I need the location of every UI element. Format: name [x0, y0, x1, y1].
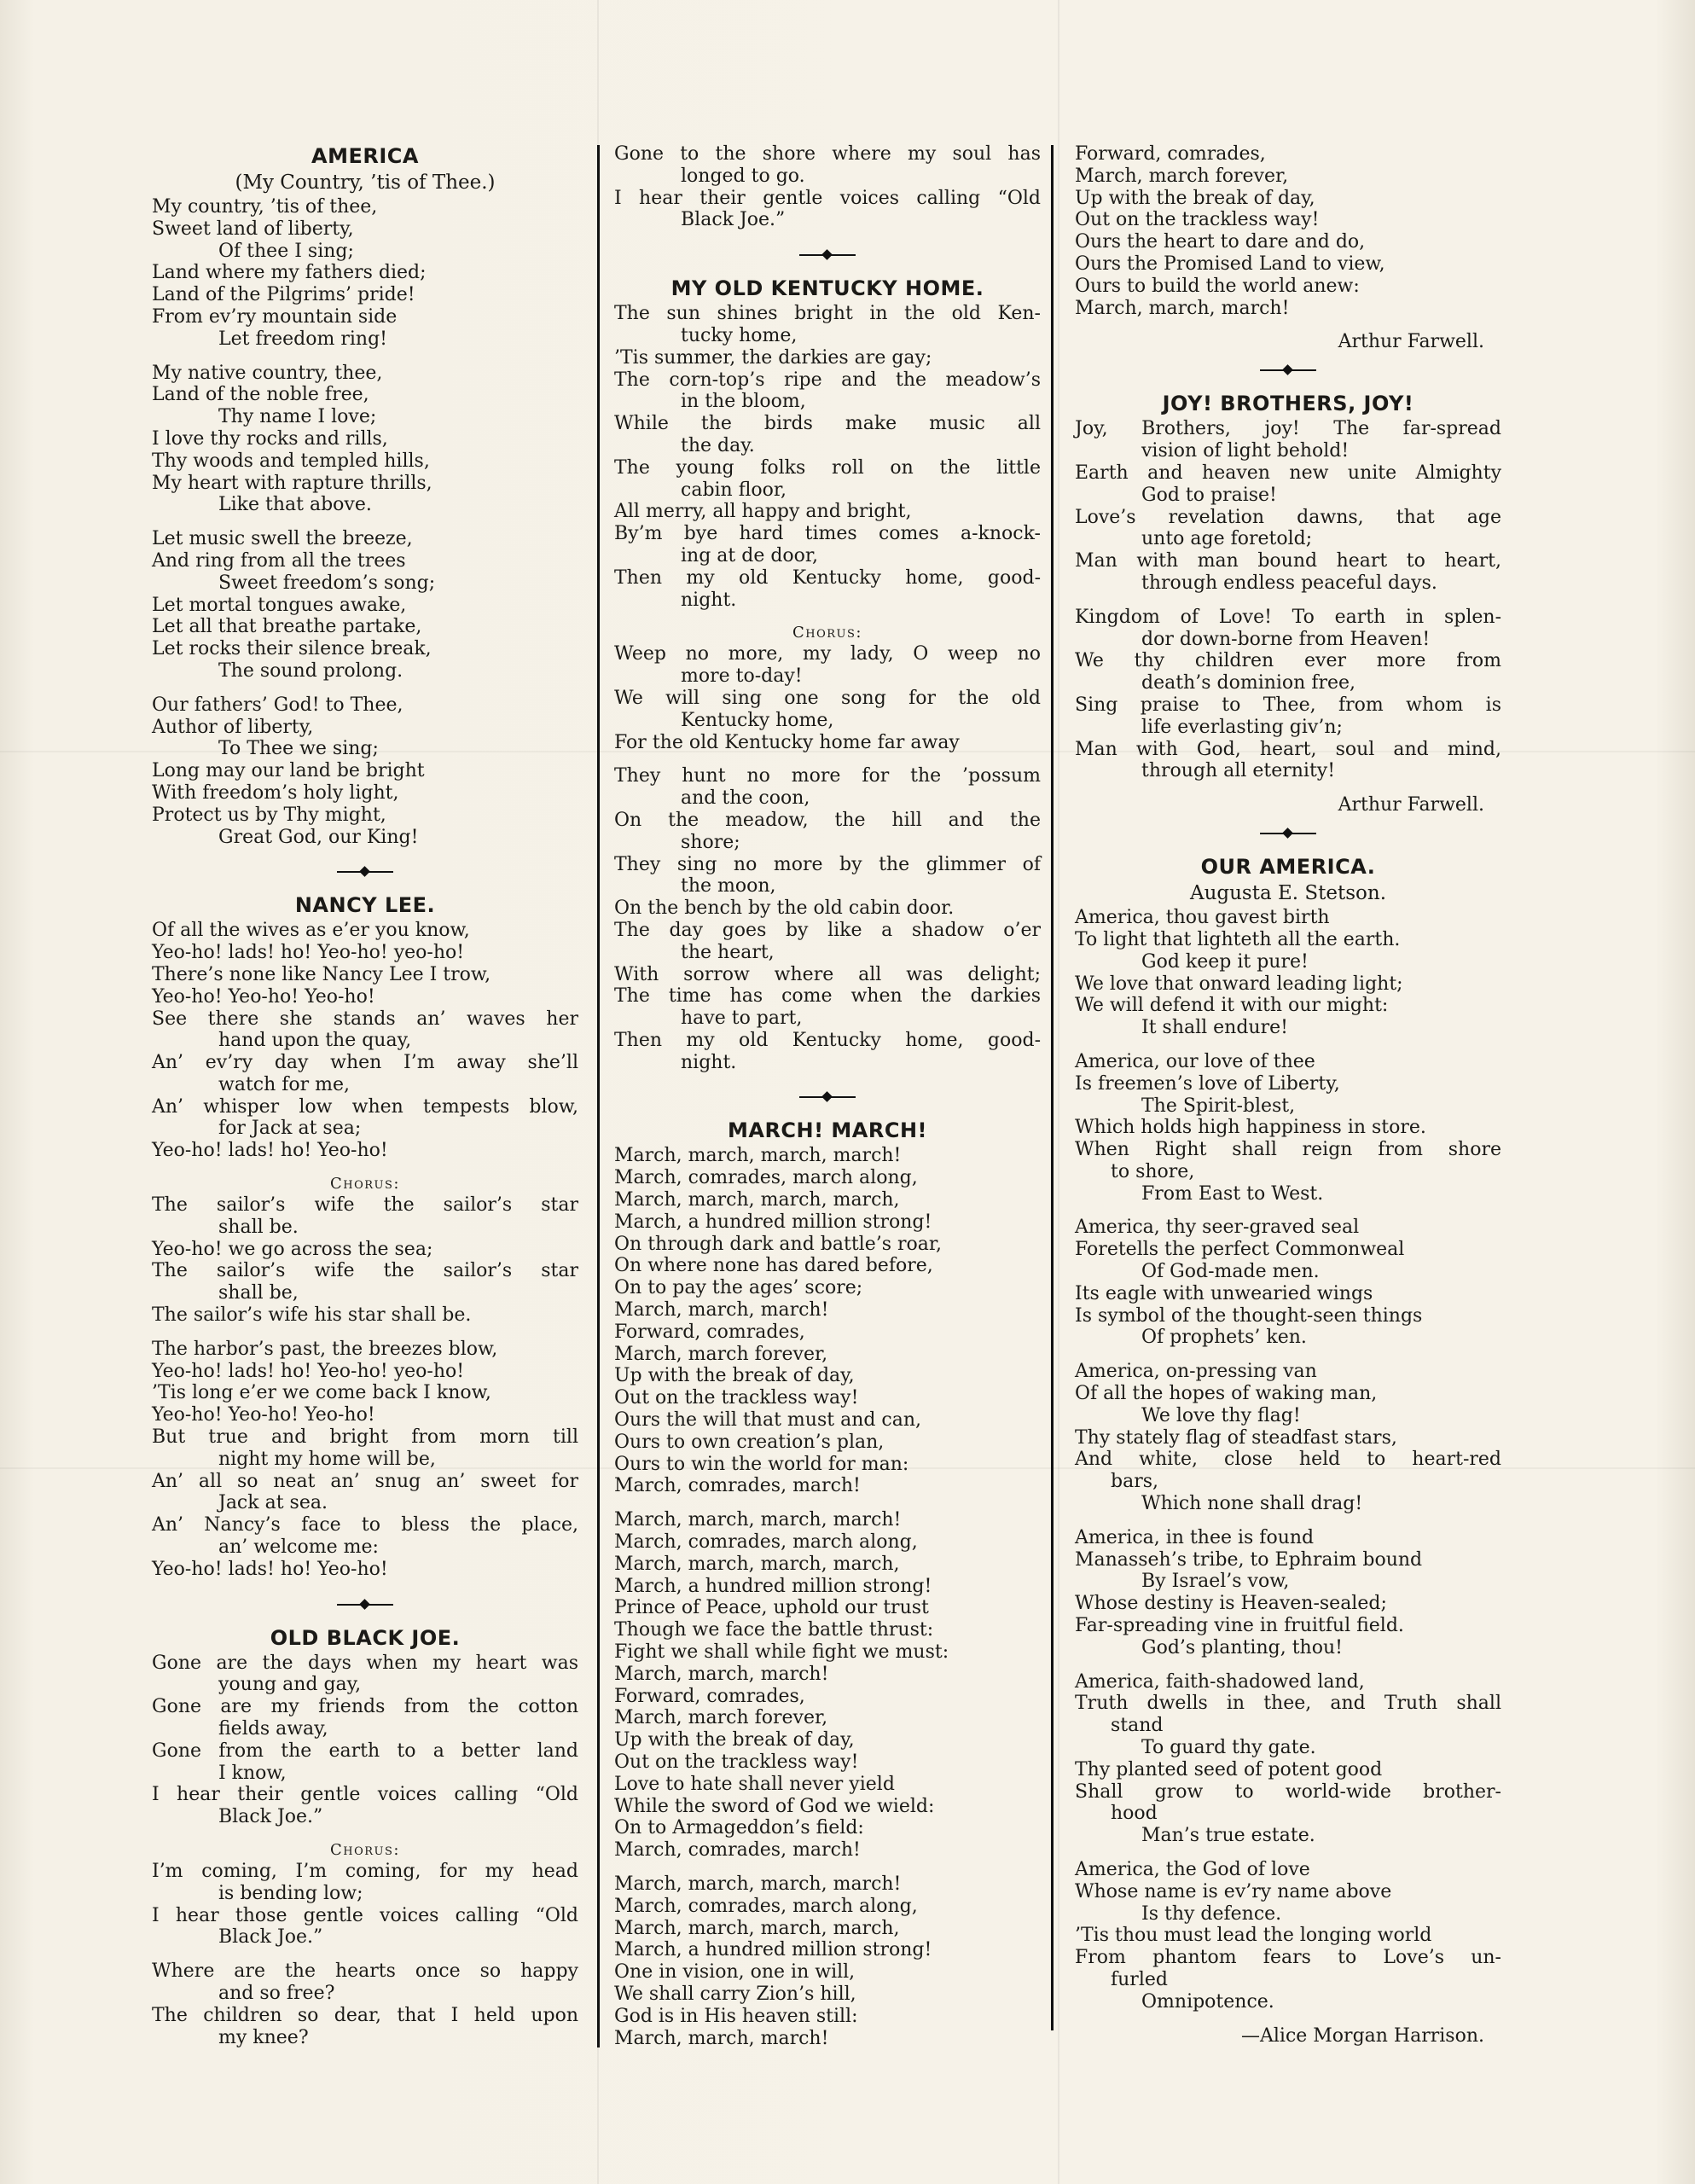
verse-line: The day goes by like a shadow o’er: [614, 919, 1041, 941]
verse-line: Long may our land be bright: [152, 760, 425, 782]
verse-line: On where none has dared before,: [614, 1255, 933, 1277]
verse-line: The harbor’s past, the breezes blow,: [152, 1338, 498, 1360]
verse-line: life everlasting giv’n;: [1141, 716, 1343, 738]
verse-line: Forward, comrades,: [614, 1685, 805, 1707]
verse-line: ’Tis long e’er we come back I know,: [152, 1382, 491, 1404]
verse-line: Love’s revelation dawns, that age: [1075, 506, 1501, 528]
stanza: [614, 1509, 1041, 1862]
verse-line: With freedom’s holy light,: [152, 781, 399, 804]
verse-line: From ev’ry mountain side: [152, 305, 398, 328]
verse-line: ing at de door,: [681, 544, 818, 566]
verse-line: the heart,: [681, 941, 775, 963]
verse-line: We will sing one song for the old: [614, 687, 1041, 709]
verse-line: March, march, march, march!: [614, 1509, 902, 1531]
verse-line: Black Joe.”: [218, 1926, 323, 1949]
verse-line: Manasseh’s tribe, to Ephraim bound: [1075, 1548, 1423, 1571]
verse-line: shore;: [681, 831, 740, 853]
verse-line: The time has come when the darkies: [614, 985, 1041, 1008]
verse-line: The sailor’s wife his star shall be.: [152, 1304, 472, 1327]
verse-line: Let rocks their silence break,: [152, 638, 432, 660]
verse-line: With sorrow where all was delight;: [614, 963, 1041, 985]
verse-line: Thy woods and templed hills,: [152, 450, 430, 472]
verse-line: March, march forever,: [1075, 165, 1289, 187]
verse-line: See there she stands an’ waves her: [152, 1008, 578, 1030]
verse-line: Kentucky home,: [681, 709, 834, 731]
verse-line: have to part,: [681, 1008, 803, 1030]
verse-line: Gone to the shore where my soul has: [614, 143, 1041, 165]
verse-line: longed to go.: [681, 165, 805, 187]
stanza: [1075, 1361, 1501, 1515]
verse-line: Let all that breathe partake,: [152, 616, 422, 638]
verse-line: Is thy defence.: [1141, 1902, 1282, 1925]
verse-line: and the coon,: [681, 787, 810, 810]
verse-line: Thy stately flag of steadfast stars,: [1075, 1426, 1397, 1449]
verse-line: Joy, Brothers, joy! The far-spread: [1075, 418, 1501, 440]
verse-line: Great God, our King!: [218, 826, 419, 848]
verse-line: through endless peaceful days.: [1141, 572, 1437, 594]
verse-line: March, march, march!: [614, 2027, 829, 2049]
verse-line: Yeo-ho! Yeo-ho! Yeo-ho!: [152, 1404, 375, 1426]
verse-line: the moon,: [681, 875, 776, 897]
verse-line: An’ Nancy’s face to bless the place,: [152, 1514, 578, 1536]
verse-line: I hear their gentle voices calling “Old: [152, 1784, 578, 1806]
verse-line: Kingdom of Love! To earth in splen-: [1075, 606, 1501, 628]
chorus-label: Chorus:: [792, 624, 862, 642]
verse-line: Author of liberty,: [152, 716, 314, 738]
verse-line: I hear their gentle voices calling “Old: [614, 187, 1041, 209]
verse-line: The sailor’s wife the sailor’s star: [152, 1194, 578, 1217]
verse-line: Whose destiny is Heaven-sealed;: [1075, 1593, 1387, 1615]
verse-line: By Israel’s vow,: [1141, 1571, 1290, 1593]
verse-line: On to Armageddon’s field:: [614, 1817, 864, 1839]
verse-line: America, thy seer-graved seal: [1075, 1217, 1360, 1239]
verse-line: March, march, march, march,: [614, 1189, 900, 1211]
verse-line: March, march forever,: [614, 1343, 828, 1365]
verse-line: hand upon the quay,: [218, 1030, 412, 1052]
verse-line: The sailor’s wife the sailor’s star: [152, 1260, 578, 1282]
verse-line: We love thy flag!: [1141, 1404, 1301, 1426]
verse-line: Our fathers’ God! to Thee,: [152, 694, 403, 716]
verse-line: My heart with rapture thrills,: [152, 472, 432, 494]
verse-line: stand: [1111, 1715, 1164, 1737]
verse-line: Yeo-ho! lads! ho! Yeo-ho! yeo-ho!: [152, 1360, 465, 1382]
stanza: [614, 1873, 1041, 2049]
verse-line: On the bench by the old cabin door.: [614, 897, 955, 920]
verse-line: March, comrades, march along,: [614, 1531, 918, 1554]
verse-line: Black Joe.”: [218, 1806, 323, 1828]
section-ornament: [152, 1593, 578, 1617]
verse-line: My native country, thee,: [152, 362, 383, 384]
verse-line: Shall grow to world-wide brother-: [1075, 1780, 1501, 1803]
stanza: [152, 920, 578, 1162]
verse-line: God is in His heaven still:: [614, 2005, 858, 2027]
stanza: [152, 694, 578, 849]
verse-line: night.: [681, 589, 737, 611]
song-title: NANCY LEE.: [294, 893, 436, 918]
stanza: [1075, 143, 1501, 319]
verse-line: When Right shall reign from shore: [1075, 1139, 1501, 1161]
verse-line: Is symbol of the thought-seen things: [1075, 1304, 1423, 1327]
verse-line: Yeo-ho! we go across the sea;: [152, 1238, 433, 1260]
verse-line: They sing no more by the glimmer of: [614, 853, 1041, 875]
verse-line: Protect us by Thy might,: [152, 804, 386, 826]
stanza: [614, 303, 1041, 611]
verse-line: Yeo-ho! Yeo-ho! Yeo-ho!: [152, 985, 375, 1008]
verse-line: my knee?: [218, 2026, 309, 2048]
verse-line: To light that lighteth all the earth.: [1075, 928, 1401, 950]
verse-line: March, march, march, march!: [614, 1145, 902, 1167]
stanza: [1075, 907, 1501, 1039]
verse-line: We shall carry Zion’s hill,: [614, 1983, 856, 2005]
verse-line: One in vision, one in will,: [614, 1961, 856, 1984]
section-ornament: [152, 860, 578, 884]
stanza: [1075, 1859, 1501, 2013]
verse-line: On through dark and battle’s roar,: [614, 1233, 942, 1255]
verse-line: On the meadow, the hill and the: [614, 809, 1041, 831]
verse-line: Ours the will that must and can,: [614, 1409, 922, 1432]
verse-line: They hunt no more for the ’possum: [614, 765, 1041, 787]
song-author: —Alice Morgan Harrison.: [1240, 2024, 1484, 2047]
verse-line: I’m coming, I’m coming, for my head: [152, 1861, 578, 1882]
verse-line: By’m bye hard times comes a-knock-: [614, 523, 1041, 545]
verse-line: Land where my fathers died;: [152, 262, 427, 284]
stanza: [614, 643, 1041, 753]
verse-line: fields away,: [218, 1718, 328, 1740]
verse-line: Omnipotence.: [1141, 1990, 1274, 2013]
verse-line: March, march, march!: [614, 1663, 829, 1685]
verse-line: to shore,: [1111, 1160, 1195, 1182]
song-title: OUR AMERICA.: [1200, 855, 1376, 880]
verse-line: Out on the trackless way!: [614, 1751, 859, 1773]
verse-line: through all eternity!: [1141, 760, 1336, 782]
verse-line: God’s planting, thou!: [1141, 1636, 1343, 1658]
verse-line: Whose name is ev’ry name above: [1075, 1880, 1392, 1902]
verse-line: shall be,: [218, 1282, 299, 1304]
verse-line: Of all the hopes of waking man,: [1075, 1383, 1378, 1405]
verse-line: Far-spreading vine in fruitful field.: [1075, 1615, 1404, 1637]
verse-line: Up with the break of day,: [614, 1729, 855, 1751]
song-title: JOY! BROTHERS, JOY!: [1162, 392, 1414, 416]
stanza: [1075, 1527, 1501, 1659]
verse-line: Its eagle with unwearied wings: [1075, 1282, 1373, 1304]
song-author: Arthur Farwell.: [1338, 331, 1484, 353]
chorus-label: Chorus:: [330, 1841, 400, 1859]
verse-line: While the birds make music all: [614, 413, 1041, 435]
verse-line: From phantom fears to Love’s un-: [1075, 1947, 1501, 1969]
stanza: [614, 143, 1041, 231]
verse-line: From East to West.: [1141, 1182, 1324, 1205]
verse-line: It shall endure!: [1141, 1017, 1288, 1039]
verse-line: Jack at sea.: [218, 1492, 328, 1514]
verse-line: Yeo-ho! lads! ho! Yeo-ho! yeo-ho!: [152, 942, 465, 964]
verse-line: For the old Kentucky home far away: [614, 731, 960, 753]
verse-line: My country, ’tis of thee,: [152, 196, 378, 218]
verse-line: I hear those gentle voices calling “Old: [152, 1904, 578, 1926]
verse-line: in the bloom,: [681, 391, 806, 413]
verse-line: March, comrades, march along,: [614, 1167, 918, 1189]
verse-line: vision of light behold!: [1141, 440, 1350, 462]
column-2: [614, 143, 1041, 2061]
verse-line: God keep it pure!: [1141, 950, 1309, 973]
verse-line: ’Tis summer, the darkies are gay;: [614, 346, 932, 369]
song-title: AMERICA: [311, 144, 419, 168]
section-ornament: [614, 1085, 1041, 1109]
verse-line: Yeo-ho! lads! ho! Yeo-ho!: [152, 1558, 388, 1580]
verse-line: March, march, march!: [1075, 297, 1290, 319]
verse-line: Ours to win the world for man:: [614, 1453, 909, 1475]
column-3: [1075, 143, 1501, 2048]
verse-line: Ours to own creation’s plan,: [614, 1431, 885, 1453]
chorus-label: Chorus:: [330, 1175, 400, 1194]
verse-line: Let music swell the breeze,: [152, 528, 413, 550]
verse-line: America, thou gavest birth: [1075, 907, 1330, 929]
verse-line: ’Tis thou must lead the longing world: [1075, 1925, 1432, 1947]
verse-line: March, march, march, march,: [614, 1917, 900, 1939]
verse-line: furled: [1111, 1968, 1168, 1990]
verse-line: Though we face the battle thrust:: [614, 1619, 934, 1641]
verse-line: Out on the trackless way!: [1075, 209, 1320, 231]
verse-line: hood: [1111, 1803, 1158, 1825]
verse-line: America, faith-shadowed land,: [1075, 1670, 1365, 1693]
verse-line: cabin floor,: [681, 479, 787, 501]
stanza: [152, 1960, 578, 2048]
section-ornament: [1075, 822, 1501, 845]
verse-line: Prince of Peace, uphold our trust: [614, 1597, 929, 1619]
verse-line: Yeo-ho! lads! ho! Yeo-ho!: [152, 1140, 388, 1162]
verse-line: Love to hate shall never yield: [614, 1773, 895, 1795]
verse-line: Thy planted seed of potent good: [1075, 1758, 1383, 1780]
verse-line: On to pay the ages’ score;: [614, 1277, 863, 1299]
verse-line: March, comrades, march along,: [614, 1895, 918, 1917]
stanza: [1075, 1051, 1501, 1205]
verse-line: Earth and heaven new unite Almighty: [1075, 462, 1501, 484]
verse-line: I know,: [218, 1762, 287, 1784]
verse-line: March, a hundred million strong!: [614, 1939, 932, 1961]
verse-line: Out on the trackless way!: [614, 1387, 859, 1409]
verse-line: Up with the break of day,: [614, 1365, 855, 1387]
verse-line: Then my old Kentucky home, good-: [614, 566, 1041, 589]
verse-line: But true and bright from morn till: [152, 1426, 578, 1449]
verse-line: Of thee I sing;: [218, 240, 354, 262]
verse-line: We thy children ever more from: [1075, 650, 1501, 672]
verse-line: Up with the break of day,: [1075, 187, 1315, 209]
stanza: [1075, 1217, 1501, 1349]
song-author: Arthur Farwell.: [1338, 794, 1484, 816]
verse-line: Man’s true estate.: [1141, 1825, 1315, 1847]
verse-line: and so free?: [218, 1982, 335, 2004]
verse-line: America, the God of love: [1075, 1859, 1310, 1880]
verse-line: Thy name I love;: [218, 406, 377, 428]
verse-line: March, a hundred million strong!: [614, 1575, 932, 1597]
verse-line: March, march, march, march!: [614, 1873, 902, 1895]
verse-line: Of prophets’ ken.: [1141, 1327, 1307, 1349]
verse-line: an’ welcome me:: [218, 1536, 379, 1559]
verse-line: Like that above.: [218, 494, 372, 516]
verse-line: the day.: [681, 434, 755, 456]
song-title: MY OLD KENTUCKY HOME.: [670, 276, 984, 301]
verse-line: Forward, comrades,: [1075, 143, 1266, 165]
verse-line: Then my old Kentucky home, good-: [614, 1029, 1041, 1051]
verse-line: America, in thee is found: [1075, 1526, 1315, 1548]
fold-crease: [1058, 0, 1059, 2184]
verse-line: death’s dominion free,: [1141, 672, 1356, 694]
verse-line: Truth dwells in thee, and Truth shall: [1075, 1693, 1501, 1715]
verse-line: is bending low;: [218, 1882, 363, 1904]
verse-line: The sun shines bright in the old Ken-: [614, 303, 1041, 325]
verse-line: Sweet freedom’s song;: [218, 572, 436, 594]
verse-line: Where are the hearts once so happy: [152, 1960, 578, 1983]
verse-line: An’ ev’ry day when I’m away she’ll: [152, 1052, 578, 1074]
column-1: [152, 143, 578, 2060]
verse-line: There’s none like Nancy Lee I trow,: [152, 963, 491, 985]
verse-line: Ours the Promised Land to view,: [1075, 253, 1385, 275]
column-divider: [597, 145, 600, 2048]
song-subtitle: (My Country, ’tis of Thee.): [235, 171, 496, 194]
verse-line: Which holds high happiness in store.: [1075, 1117, 1426, 1139]
verse-line: dor down-borne from Heaven!: [1141, 628, 1431, 650]
song-title: MARCH! MARCH!: [727, 1118, 928, 1143]
stanza: [614, 765, 1041, 1073]
verse-line: Sing praise to Thee, from whom is: [1075, 694, 1501, 716]
verse-line: night.: [681, 1051, 737, 1073]
verse-line: The corn-top’s ripe and the meadow’s: [614, 369, 1041, 391]
stanza: [1075, 1671, 1501, 1847]
verse-line: Sweet land of liberty,: [152, 218, 354, 240]
verse-line: Man with God, heart, soul and mind,: [1075, 738, 1501, 760]
verse-line: An’ whisper low when tempests blow,: [152, 1095, 578, 1118]
verse-line: tucky home,: [681, 324, 798, 346]
stanza: [152, 196, 578, 351]
section-ornament: [614, 243, 1041, 267]
verse-line: We will defend it with our might:: [1075, 995, 1389, 1017]
verse-line: March, a hundred million strong!: [614, 1211, 932, 1233]
verse-line: And ring from all the trees: [152, 549, 406, 572]
stanza: [152, 1653, 578, 1828]
verse-line: bars,: [1111, 1471, 1158, 1493]
verse-line: young and gay,: [218, 1674, 362, 1696]
verse-line: The children so dear, that I held upon: [152, 2004, 578, 2026]
verse-line: Is freemen’s love of Liberty,: [1075, 1072, 1340, 1095]
verse-line: shall be.: [218, 1216, 299, 1238]
verse-line: watch for me,: [218, 1073, 351, 1095]
verse-line: for Jack at sea;: [218, 1118, 362, 1140]
verse-line: To Thee we sing;: [218, 738, 379, 760]
verse-line: Weep no more, my lady, O weep no: [614, 643, 1041, 665]
stanza: [152, 1339, 578, 1581]
verse-line: Land of the noble free,: [152, 384, 369, 406]
stanza: [152, 1861, 578, 1949]
song-subtitle: Augusta E. Stetson.: [1189, 882, 1387, 905]
verse-line: Foretells the perfect Commonweal: [1075, 1239, 1405, 1261]
verse-line: March, comrades, march!: [614, 1475, 861, 1497]
verse-line: Fight we shall while fight we must:: [614, 1641, 949, 1664]
verse-line: I love thy rocks and rills,: [152, 427, 388, 450]
stanza: [152, 1194, 578, 1327]
verse-line: Gone are my friends from the cotton: [152, 1696, 578, 1718]
verse-line: March, march forever,: [614, 1707, 828, 1729]
verse-line: Gone are the days when my heart was: [152, 1652, 578, 1674]
stanza: [152, 528, 578, 682]
verse-line: Forward, comrades,: [614, 1321, 805, 1343]
verse-line: Ours to build the world anew:: [1075, 275, 1360, 297]
stanza: [152, 363, 578, 517]
verse-line: Which none shall drag!: [1141, 1493, 1363, 1515]
verse-line: night my home will be,: [218, 1448, 436, 1470]
column-divider: [1051, 145, 1054, 2030]
verse-line: unto age foretold;: [1141, 528, 1313, 550]
verse-line: An’ all so neat an’ snug an’ sweet for: [152, 1470, 578, 1492]
verse-line: All merry, all happy and bright,: [614, 501, 912, 523]
verse-line: Man with man bound heart to heart,: [1075, 550, 1501, 572]
verse-line: While the sword of God we wield:: [614, 1795, 935, 1817]
verse-line: Of God-made men.: [1141, 1261, 1320, 1283]
verse-line: Let freedom ring!: [218, 328, 387, 350]
verse-line: Gone from the earth to a better land: [152, 1740, 578, 1762]
verse-line: more to-day!: [681, 665, 803, 688]
verse-line: Let mortal tongues awake,: [152, 594, 407, 616]
verse-line: And white, close held to heart-red: [1075, 1449, 1501, 1471]
stanza: [1075, 607, 1501, 782]
verse-line: America, on-pressing van: [1075, 1361, 1317, 1383]
verse-line: The Spirit-blest,: [1141, 1095, 1296, 1117]
verse-line: March, march, march, march,: [614, 1553, 900, 1575]
verse-line: March, march, march!: [614, 1299, 829, 1321]
verse-line: Ours the heart to dare and do,: [1075, 231, 1366, 253]
verse-line: March, comrades, march!: [614, 1839, 861, 1862]
stanza: [614, 1145, 1041, 1497]
verse-line: Of all the wives as e’er you know,: [152, 920, 470, 942]
verse-line: To guard thy gate.: [1141, 1737, 1316, 1759]
verse-line: Land of the Pilgrims’ pride!: [152, 284, 415, 306]
verse-line: America, our love of thee: [1075, 1050, 1315, 1072]
verse-line: We love that onward leading light;: [1075, 973, 1403, 995]
verse-line: Black Joe.”: [681, 209, 786, 231]
stanza: [1075, 418, 1501, 594]
verse-line: The young folks roll on the little: [614, 456, 1041, 479]
verse-line: The sound prolong.: [218, 659, 403, 682]
section-ornament: [1075, 358, 1501, 382]
song-title: OLD BLACK JOE.: [270, 1625, 461, 1650]
verse-line: God to praise!: [1141, 484, 1277, 506]
